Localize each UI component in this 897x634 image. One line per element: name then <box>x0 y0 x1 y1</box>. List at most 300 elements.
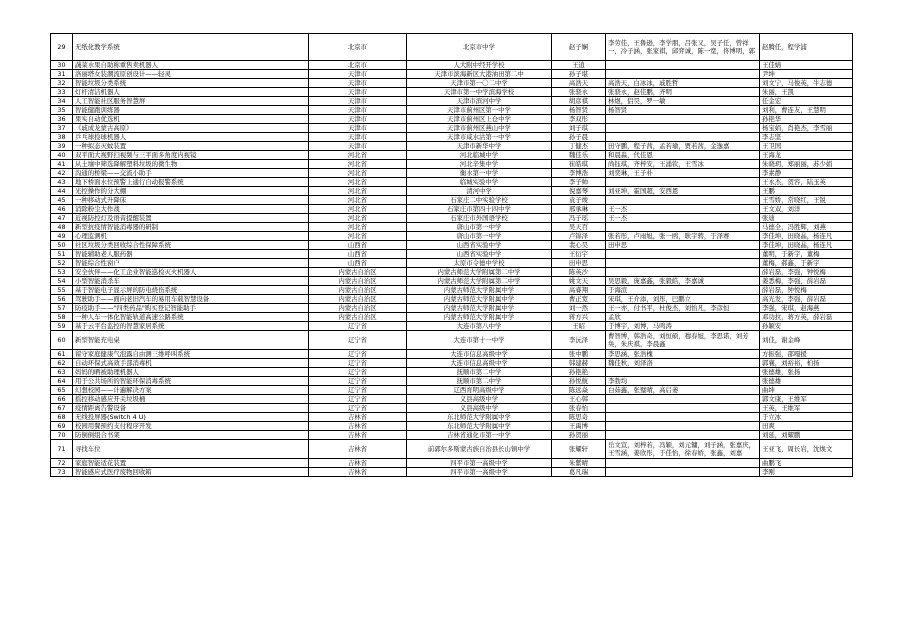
table-cell: 辽宁省 <box>309 404 407 413</box>
table-cell: 43 <box>51 178 73 187</box>
table-cell: 小型智能消杀车 <box>73 277 309 286</box>
table-cell: 辽宁省 <box>309 377 407 386</box>
table-cell: 心理监测机 <box>73 232 309 241</box>
table-cell: 董明，于新宇，董梅 <box>760 250 853 259</box>
table-cell: 薛岩磊，李强，钟悦梅 <box>760 268 853 277</box>
table-cell: 孙子堪 <box>552 70 606 79</box>
table-cell: 郭襄，刘裕裕，柏扬 <box>760 359 853 368</box>
table-cell: 清河中学 <box>407 187 552 196</box>
table-cell: 33 <box>51 88 73 97</box>
table-row <box>51 431 853 440</box>
table-cell: 田申思 <box>552 259 606 268</box>
table-cell: 内蒙古自治区 <box>309 295 407 304</box>
table-cell: 李佳坤，田晓晶，杨连凡 <box>760 232 853 241</box>
table-cell: 灯杆清洁机器人 <box>73 88 309 97</box>
table-cell: 李志坚 <box>760 133 853 142</box>
table-cell: 唐山市第一中学 <box>407 223 552 232</box>
table-cell: 邢承琳 <box>552 205 606 214</box>
table-cell: 山西省实验中学 <box>407 241 552 250</box>
table-cell: 石家庄市外国语学校 <box>407 214 552 223</box>
table-cell: 天津市蓟州区第一中学 <box>407 106 552 115</box>
table-cell <box>606 268 760 277</box>
table-cell: 抚顺市第二中学 <box>407 368 552 377</box>
table-row <box>51 205 853 214</box>
table-cell: 高浩天，白冰冰，戚胜哲 <box>606 79 760 88</box>
table-cell: 天津市蓟州区燕山中学 <box>407 124 552 133</box>
table-row <box>51 187 853 196</box>
table-row <box>51 268 853 277</box>
table-cell: 36 <box>51 115 73 124</box>
table-cell: 51 <box>51 250 73 259</box>
table-cell: 72 <box>51 459 73 468</box>
table-cell: 40 <box>51 151 73 160</box>
table-cell: 河北省 <box>309 214 407 223</box>
table-cell: 韩建赫 <box>552 359 606 368</box>
table-cell: 袁子焌 <box>552 196 606 205</box>
table-cell: 郭文康，王维军 <box>760 395 853 404</box>
table-cell: 吉林省 <box>309 431 407 440</box>
table-cell: 一种人车一体化智能轨道高速公路系统 <box>73 313 309 322</box>
table-cell: 田申思 <box>606 241 760 250</box>
table-row <box>51 277 853 286</box>
table-cell: 从土壤中筛选降解塑料垃圾的微生物 <box>73 160 309 169</box>
table-cell: 姚文天 <box>552 277 606 286</box>
table-cell: 近视防控灯及语音提醒装置 <box>73 214 309 223</box>
table-cell: 王永杰，贺容，陆玉英 <box>760 178 853 187</box>
table-row <box>51 368 853 377</box>
table-cell: 王鹏 <box>760 187 853 196</box>
table-cell <box>606 368 760 377</box>
table-cell: 辽宁省 <box>309 395 407 404</box>
table-row <box>51 79 853 88</box>
table-cell: 无线投屏器(Switch 4 U) <box>73 413 309 422</box>
table-cell: 河北省 <box>309 151 407 160</box>
table-cell: 双平面大视野扫视频与三平面多角度内视镜 <box>73 151 309 160</box>
table-cell: 辽宁省 <box>309 322 407 331</box>
table-cell: 薛岩磊，钟悦梅 <box>760 286 853 295</box>
table-cell <box>606 115 760 124</box>
table-cell: 刘亚坤，霍国超，安西恩 <box>606 187 760 196</box>
table-cell: 田爽 <box>760 422 853 431</box>
table-cell: 张骁永 <box>552 88 606 97</box>
table-row <box>51 241 853 250</box>
table-row <box>51 115 853 124</box>
table-row <box>51 322 853 331</box>
table-cell <box>606 468 760 477</box>
table-cell: 于立冰 <box>760 413 853 422</box>
table-cell: 宋琪，王介添，刘彤，巴鹏立 <box>606 295 760 304</box>
table-cell: 44 <box>51 187 73 196</box>
table-cell: 37 <box>51 124 73 133</box>
table-cell: 曲鹏飞 <box>760 459 853 468</box>
table-cell: 刘文宁，马俊英，牛志德 <box>760 79 853 88</box>
table-cell: 智能辅助老人服药器 <box>73 250 309 259</box>
table-cell: 吉林省 <box>309 440 407 459</box>
table-row <box>51 313 853 322</box>
table-cell: 姜悉梅，李强，薛岩磊 <box>760 277 853 286</box>
table-cell: 安全伙伴——化工企业智能巡检灭火机器人 <box>73 268 309 277</box>
table-cell: 北京市中学 <box>407 34 552 61</box>
table-cell: 41 <box>51 160 73 169</box>
table-cell: 一种移动式升降床 <box>73 196 309 205</box>
table-cell: 王英，王维军 <box>760 404 853 413</box>
table-cell: 北京市 <box>309 34 407 61</box>
table-row <box>51 142 853 151</box>
table-cell: 张德雄 <box>760 377 853 386</box>
table-cell: 陈英沙 <box>552 268 606 277</box>
table-cell: 50 <box>51 241 73 250</box>
table-cell: 魏佳秋，刘泽洛 <box>606 359 760 368</box>
table-row <box>51 61 853 70</box>
table-cell: 吉林省 <box>309 413 407 422</box>
table-cell: 山西省实验中学 <box>407 250 552 259</box>
table-cell: 李勃均 <box>606 377 760 386</box>
table-cell: 葛凡瑞 <box>552 468 606 477</box>
table-cell: 35 <box>51 106 73 115</box>
table-cell: 新型抗疫情智能消毒器的研制 <box>73 223 309 232</box>
table-cell: 李沅泽 <box>552 331 606 350</box>
table-cell: 唐山市第一中学 <box>407 232 552 241</box>
table-row <box>51 295 853 304</box>
table-cell: 68 <box>51 413 73 422</box>
table-cell: 61 <box>51 350 73 359</box>
table-cell <box>606 133 760 142</box>
table-cell: 66 <box>51 395 73 404</box>
table-cell: 73 <box>51 468 73 477</box>
table-cell: 54 <box>51 277 73 286</box>
table-cell: 62 <box>51 359 73 368</box>
table-cell: 智能健跑训练器 <box>73 106 309 115</box>
table-cell: 裴心昊 <box>552 241 606 250</box>
table-cell: 辽宁省 <box>309 368 407 377</box>
table-cell: 王卫国 <box>760 142 853 151</box>
table-row <box>51 359 853 368</box>
table-cell: 天津市 <box>309 115 407 124</box>
table-cell <box>606 196 760 205</box>
table-cell: 智能垃圾分类系统 <box>73 79 309 88</box>
table-cell: 石家庄市第四十四中学 <box>407 205 552 214</box>
table-cell <box>606 259 760 268</box>
table-row <box>51 304 853 313</box>
table-row <box>51 70 853 79</box>
table-cell: 杨智贤 <box>606 106 760 115</box>
table-cell: 39 <box>51 142 73 151</box>
table-cell: 白茹鑫，张璧晴，高启萎 <box>606 386 760 395</box>
table-cell: 义县高级中学 <box>407 395 552 404</box>
table-row <box>51 459 853 468</box>
table-cell: 河北省 <box>309 196 407 205</box>
table-cell: 山西省 <box>309 250 407 259</box>
table-cell: 留守家庭健康气泡露自由测三维呼叫系统 <box>73 350 309 359</box>
table-cell: 王一杰 <box>606 214 760 223</box>
table-cell: 天津市 <box>309 133 407 142</box>
table-cell: 48 <box>51 223 73 232</box>
table-cell: 乒乓球捡球机器人 <box>73 133 309 142</box>
table-cell: 天津市 <box>309 124 407 133</box>
table-cell: 一种拟态灭蚊装置 <box>73 142 309 151</box>
table-cell: 河北省 <box>309 223 407 232</box>
table-cell: 林煜，侣昊，罗一敏 <box>606 97 760 106</box>
table-cell: 天津市滨河中学 <box>407 97 552 106</box>
table-cell: 天津市 <box>309 88 407 97</box>
table-cell: 38 <box>51 133 73 142</box>
table-cell: 59 <box>51 322 73 331</box>
table-cell: 王雪娇，常晓红，王锐 <box>760 196 853 205</box>
table-cell <box>606 250 760 259</box>
table-cell: 69 <box>51 422 73 431</box>
table-cell: 大连市信息高级中学 <box>407 359 552 368</box>
table-cell: 71 <box>51 440 73 459</box>
table-cell: 70 <box>51 431 73 440</box>
table-cell: 倪嘉琴 <box>552 187 606 196</box>
table-cell: 石家庄二中实验学校 <box>407 196 552 205</box>
table-cell: 王文双，刘洋 <box>760 205 853 214</box>
table-cell: 天津市 <box>309 70 407 79</box>
table-cell: 53 <box>51 268 73 277</box>
table-cell: 新型智能充电桌 <box>73 331 309 350</box>
table-cell: 天津市滨海新区大港油田第二中 <box>407 70 552 79</box>
table-cell: 吉林省 <box>309 422 407 431</box>
table-cell: 任金宏 <box>760 97 853 106</box>
table-cell: 王佳婧 <box>760 61 853 70</box>
table-cell: 天津市第一中学滨海学校 <box>407 88 552 97</box>
table-row <box>51 232 853 241</box>
table-cell: 杨智贤 <box>552 106 606 115</box>
table-cell: 四平市第一高级中学 <box>407 459 552 468</box>
table-row <box>51 196 853 205</box>
table-cell: 29 <box>51 34 73 61</box>
table-cell: 张耀轩 <box>552 440 606 459</box>
table-cell: 曹智博，韩浩奇，刘恒硕，穆春旭，李思诺，刘芳奂，朱庆祺，李晨鑫 <box>606 331 760 350</box>
table-row <box>51 178 853 187</box>
table-cell: 55 <box>51 286 73 295</box>
table-cell: 河北辛集中学 <box>407 160 552 169</box>
table-cell: 山西省 <box>309 241 407 250</box>
table-cell: 辽宁省 <box>309 331 407 350</box>
table-cell: 家庭智能适花装置 <box>73 459 309 468</box>
table-cell: 胡彦祺 <box>552 97 606 106</box>
table-cell: 47 <box>51 214 73 223</box>
table-cell: 人工智能社区服务智慧屏 <box>73 97 309 106</box>
table-cell: 32 <box>51 79 73 88</box>
table-cell: 卢锦泽 <box>552 232 606 241</box>
table-row <box>51 97 853 106</box>
table-cell: 张迪 <box>760 214 853 223</box>
table-cell: 和晨淼，代佳恩 <box>606 151 760 160</box>
table-cell: 衡水第一中学 <box>407 169 552 178</box>
table-cell: 太原市令德中学校 <box>407 259 552 268</box>
table-cell: 东北师范大学附属中学 <box>407 413 552 422</box>
table-cell: 北京市 <box>309 61 407 70</box>
table-cell: 王逍 <box>552 61 606 70</box>
table-cell: 智能感应式医疗废物回收箱 <box>73 468 309 477</box>
results-table <box>50 33 853 477</box>
table-row <box>51 422 853 431</box>
table-cell: 消除粉尘大作战 <box>73 205 309 214</box>
table-cell <box>606 178 760 187</box>
table-cell: 内蒙古师范大学附属第二中学 <box>407 277 552 286</box>
table-cell: 大连市第十一中学 <box>407 331 552 350</box>
table-cell: 孙艳艳 <box>552 368 606 377</box>
table-cell: 马德全，冯胜辉，刘燕 <box>760 223 853 232</box>
table-cell: 幻想校园——计遍解决方案 <box>73 386 309 395</box>
table-cell: 李子帅 <box>552 178 606 187</box>
table-row <box>51 350 853 359</box>
table-cell: 42 <box>51 169 73 178</box>
table-cell: 朱丽，王凯 <box>760 88 853 97</box>
table-cell: 49 <box>51 232 73 241</box>
table-cell: 内蒙古自治区 <box>309 268 407 277</box>
table-row <box>51 223 853 232</box>
table-cell: 内蒙古自治区 <box>309 277 407 286</box>
table-cell: 妈妈的晒被助理机器人 <box>73 368 309 377</box>
table-cell: 陈远焱 <box>552 386 606 395</box>
table-cell <box>606 413 760 422</box>
table-cell: 内蒙古师范大学附属第二中学 <box>407 268 552 277</box>
table-cell: 王昭 <box>552 322 606 331</box>
table-cell <box>606 70 760 79</box>
table-cell: 李劳佳，王鲁逊，李学朋，吕张又，吴子任，曾祥一，冷子涵，张家祺，邱弈诚，陈一宽，佟博明，郭 <box>606 34 760 61</box>
table-cell: 前郭尔多斯蒙古族自治县长山镇中学 <box>407 440 552 459</box>
table-cell: 李博浩 <box>552 169 606 178</box>
table-cell: 河北省 <box>309 169 407 178</box>
table-cell: 沟通的桥梁——交流小助手 <box>73 169 309 178</box>
table-row <box>51 377 853 386</box>
table-cell: 刘奕琳，王子朴 <box>606 169 760 178</box>
table-row <box>51 404 853 413</box>
table-cell: 河北省 <box>309 232 407 241</box>
table-cell: 刘延，刘耀鹏 <box>760 431 853 440</box>
table-cell: 天津市 <box>309 97 407 106</box>
table-cell: 张骁永，赵佳鹏，齐明 <box>606 88 760 97</box>
table-cell: 内蒙古师范大学附属中学 <box>407 295 552 304</box>
table-cell: 尹坤 <box>760 70 853 79</box>
table-cell: 王亚飞，周长岩，沈焕文 <box>760 440 853 459</box>
table-cell <box>606 61 760 70</box>
table-cell: 王一杰 <box>606 205 760 214</box>
table-cell: 张中鹏 <box>552 350 606 359</box>
table-cell: 寻找车位 <box>73 440 309 459</box>
table-cell: 王禹博 <box>552 422 606 431</box>
table-cell: 天津市 <box>309 142 407 151</box>
table-cell: 大连市信息高级中学 <box>407 350 552 359</box>
table-cell: 河北省 <box>309 178 407 187</box>
table-cell <box>606 404 760 413</box>
table-cell: 58 <box>51 313 73 322</box>
table-cell: 防疫助手——"四类药品"购买登记智能助手 <box>73 304 309 313</box>
table-cell: 天津市 <box>309 106 407 115</box>
table-cell: 董梅，郝鑫，于新宇 <box>760 259 853 268</box>
table-cell: 邓功拉，蒋方英，薛岩磊 <box>760 313 853 322</box>
table-cell: 内蒙古师范大学附属中学 <box>407 313 552 322</box>
table-cell: 尚钰琪，齐梓安，王涌钦，王雪冰 <box>606 160 760 169</box>
table-cell: 冯子瑶 <box>552 214 606 223</box>
table-cell: 辽宁省 <box>309 359 407 368</box>
table-cell: 于博宇，刘博，马鸣涛 <box>606 322 760 331</box>
table-cell: 人大附中经开学校 <box>407 61 552 70</box>
table-cell: 赵腾任，程学浦 <box>760 34 853 61</box>
table-cell <box>606 395 760 404</box>
table-cell: 辽西育明高级中学 <box>407 386 552 395</box>
table-cell: 李素静 <box>760 169 853 178</box>
table-cell: 孙艳华 <box>760 115 853 124</box>
table-cell: 曹正宽 <box>552 295 606 304</box>
table-row <box>51 395 853 404</box>
table-cell: 大连市第八中学 <box>407 322 552 331</box>
table-row <box>51 413 853 422</box>
table-cell: 杨宝娟，肖艳杰，李雪丽 <box>760 124 853 133</box>
table-cell: 陈思奇 <box>552 413 606 422</box>
table-cell: 34 <box>51 97 73 106</box>
table-cell: 内蒙古自治区 <box>309 286 407 295</box>
table-cell: 65 <box>51 386 73 395</box>
table-cell: 高睿翔 <box>552 286 606 295</box>
table-cell: 天津市蓟州区上仓中学 <box>407 115 552 124</box>
table-cell: 智能综合性窗户 <box>73 259 309 268</box>
table-cell: 57 <box>51 304 73 313</box>
table-cell: 孙悦航 <box>552 377 606 386</box>
table-row <box>51 468 853 477</box>
table-cell: 王海龙 <box>760 151 853 160</box>
table-row <box>51 151 853 160</box>
table-cell: 李强，宋琪，赵海燕 <box>760 304 853 313</box>
table-cell: 天津市咸水沽第一中学 <box>407 133 552 142</box>
table-cell: 蒋方兴 <box>552 313 606 322</box>
table-cell: 李双彤 <box>552 115 606 124</box>
table-cell: 孙子晨 <box>552 133 606 142</box>
spreadsheet <box>50 33 852 477</box>
table-cell: 光控操作的分大棚 <box>73 187 309 196</box>
table-cell: 自动环保式高效手部消毒机 <box>73 359 309 368</box>
table-cell: 孙颖安 <box>760 322 853 331</box>
table-cell: 洛丽塔女装潮流原创设计——轻灵 <box>73 70 309 79</box>
table-cell: 基于云平台监控的智慧家居系统 <box>73 322 309 331</box>
table-cell: 河北临城中学 <box>407 151 552 160</box>
table-cell: 李佳坤，田晓晶，杨连凡 <box>760 241 853 250</box>
table-row <box>51 286 853 295</box>
table-cell: 孙贺丽 <box>552 431 606 440</box>
table-cell: 用于公共场所的智能环保消毒系统 <box>73 377 309 386</box>
table-cell: 高光发，李强，薛岩磊 <box>760 295 853 304</box>
table-row <box>51 133 853 142</box>
table-cell: 临城实验中学 <box>407 178 552 187</box>
table-cell <box>606 431 760 440</box>
table-row <box>51 214 853 223</box>
table-row <box>51 331 853 350</box>
table-cell: 于海渲 <box>606 286 760 295</box>
table-cell: 张德雄，张扬 <box>760 368 853 377</box>
table-cell: 67 <box>51 404 73 413</box>
table-cell: 无纸化教学系统 <box>73 34 309 61</box>
table-cell: 摇控移动感应开关垃圾桶 <box>73 395 309 404</box>
table-cell: 张若彤，卢雨旭，张一鸥，耿宇骋，于泽赛 <box>606 232 760 241</box>
table-cell: 四平市第一高级中学 <box>407 468 552 477</box>
table-cell: 天津市新华中学 <box>407 142 552 151</box>
table-cell: 校园用餐预约支付程序开发 <box>73 422 309 431</box>
table-cell: 60 <box>51 331 73 350</box>
table-cell: 刘利，曹连友，王慧明 <box>760 106 853 115</box>
table-cell: 辽宁省 <box>309 386 407 395</box>
table-cell: 30 <box>51 61 73 70</box>
table-row <box>51 88 853 97</box>
table-cell: 吉林省通化市第一中学 <box>407 431 552 440</box>
table-cell: 赵子娴 <box>552 34 606 61</box>
table-cell: 王衍宇 <box>552 250 606 259</box>
table-cell: 吉林省 <box>309 468 407 477</box>
table-cell: 刘子琪 <box>552 124 606 133</box>
table-cell: 63 <box>51 368 73 377</box>
table-cell: 曲坤 <box>760 386 853 395</box>
